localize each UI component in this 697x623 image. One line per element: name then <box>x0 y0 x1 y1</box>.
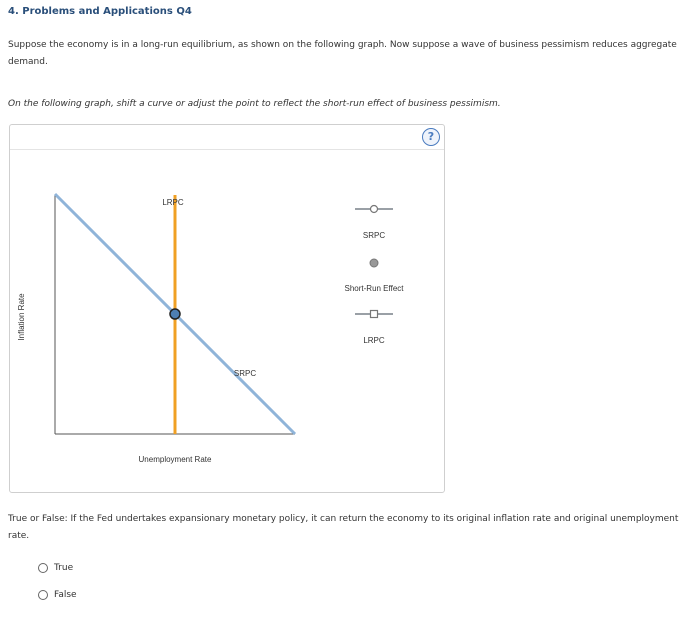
x-axis-label: Unemployment Rate <box>138 455 212 464</box>
intro-text: Suppose the economy is in a long-run equilibrium, as shown on the following graph. Now suppose a wave of business pessimism reduces aggregate demand. <box>8 40 677 67</box>
palette-srpc-tool[interactable] <box>355 206 393 241</box>
help-icon[interactable]: ? <box>422 128 440 146</box>
question-text: True or False: If the Fed undertakes expansionary monetary policy, it can return the economy to its original inflation rate and original unemployment rate. <box>8 514 679 541</box>
option-true[interactable] <box>38 563 73 573</box>
palette-lrpc-label: LRPC <box>363 336 385 345</box>
point-dot-icon <box>370 259 378 267</box>
palette-short-run-effect-label: Short-Run Effect <box>344 284 404 293</box>
srpc-curve-label: SRPC <box>233 369 257 378</box>
equilibrium-point[interactable] <box>170 309 180 319</box>
graph-panel <box>9 124 445 493</box>
radio-false[interactable] <box>38 590 48 600</box>
option-true-label: True <box>54 563 74 573</box>
radio-true[interactable] <box>38 563 48 573</box>
page-title: 4. Problems and Applications Q4 <box>8 6 192 17</box>
option-false-label: False <box>54 590 77 600</box>
y-axis-label: Inflation Rate <box>17 293 26 341</box>
palette-lrpc-tool[interactable] <box>355 311 393 346</box>
lrpc-curve-label: LRPC <box>162 198 184 207</box>
graph-canvas[interactable] <box>10 125 444 492</box>
option-false[interactable] <box>38 590 77 600</box>
circle-handle-icon <box>371 206 378 213</box>
palette-short-run-effect-tool[interactable] <box>345 259 405 293</box>
instruction-text: On the following graph, shift a curve or adjust the point to reflect the short-run effect of business pessimism. <box>8 99 501 109</box>
palette-srpc-label: SRPC <box>362 231 386 240</box>
square-handle-icon <box>371 311 378 318</box>
